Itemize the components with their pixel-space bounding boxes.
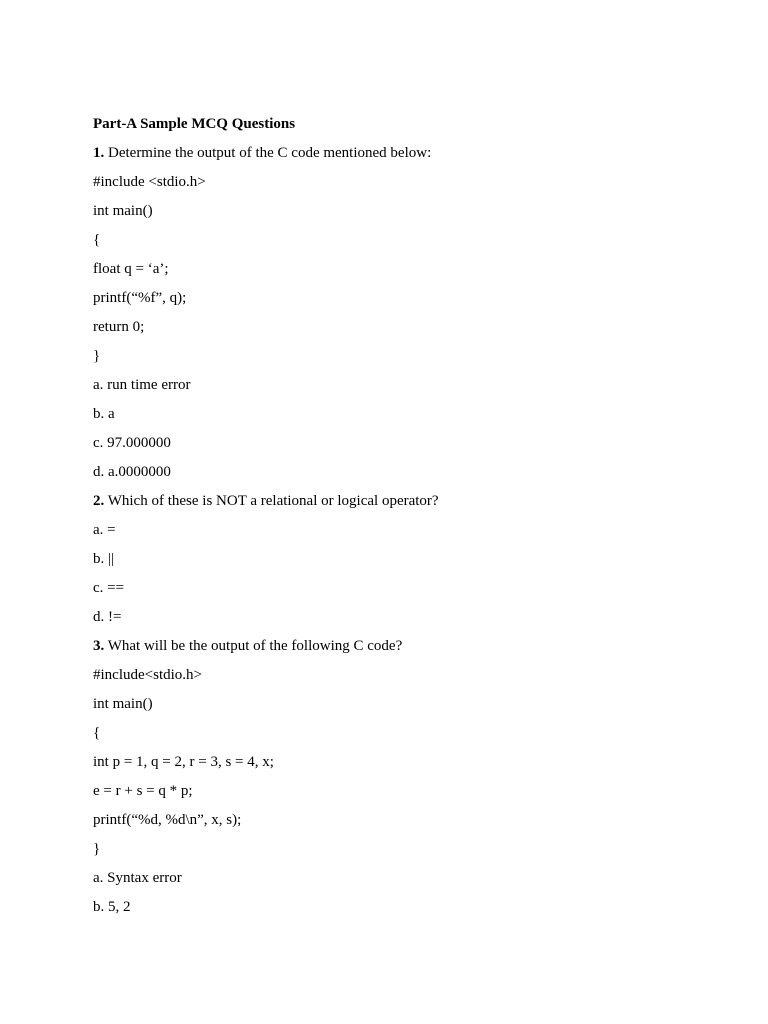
answer-option: b. || bbox=[93, 551, 115, 567]
code-line: #include<stdio.h> bbox=[93, 667, 202, 683]
code-line: } bbox=[93, 841, 101, 857]
code-line: } bbox=[93, 348, 101, 364]
code-line: { bbox=[93, 232, 101, 248]
question-text: What will be the output of the following C code? bbox=[104, 638, 403, 654]
code-line: printf(“%d, %d\n”, x, s); bbox=[93, 812, 242, 828]
answer-option: d. a.0000000 bbox=[93, 464, 171, 480]
code-line: printf(“%f”, q); bbox=[93, 290, 187, 306]
answer-option: c. == bbox=[93, 580, 125, 596]
code-line: int main() bbox=[93, 203, 153, 219]
answer-option: b. 5, 2 bbox=[93, 899, 131, 915]
answer-option: c. 97.000000 bbox=[93, 435, 171, 451]
document-page bbox=[93, 115, 713, 927]
question-1 bbox=[93, 144, 713, 162]
answer-option: a. = bbox=[93, 522, 116, 538]
code-line: float q = ‘a’; bbox=[93, 261, 169, 277]
answer-option: b. a bbox=[93, 406, 115, 422]
question-number: 2. bbox=[93, 493, 105, 509]
question-text: Determine the output of the C code mentioned below: bbox=[104, 145, 432, 161]
code-line: int p = 1, q = 2, r = 3, s = 4, x; bbox=[93, 754, 274, 770]
question-2 bbox=[93, 492, 713, 510]
question-3 bbox=[93, 637, 713, 655]
code-line: int main() bbox=[93, 696, 153, 712]
code-line: e = r + s = q * p; bbox=[93, 783, 193, 799]
answer-option: d. != bbox=[93, 609, 122, 625]
question-number: 3. bbox=[93, 638, 105, 654]
question-number: 1. bbox=[93, 145, 105, 161]
document-title: Part-A Sample MCQ Questions bbox=[93, 116, 296, 132]
question-text: Which of these is NOT a relational or logical operator? bbox=[104, 493, 439, 509]
answer-option: a. Syntax error bbox=[93, 870, 182, 886]
answer-option: a. run time error bbox=[93, 377, 191, 393]
code-line: return 0; bbox=[93, 319, 145, 335]
code-line: { bbox=[93, 725, 101, 741]
code-line: #include <stdio.h> bbox=[93, 174, 206, 190]
